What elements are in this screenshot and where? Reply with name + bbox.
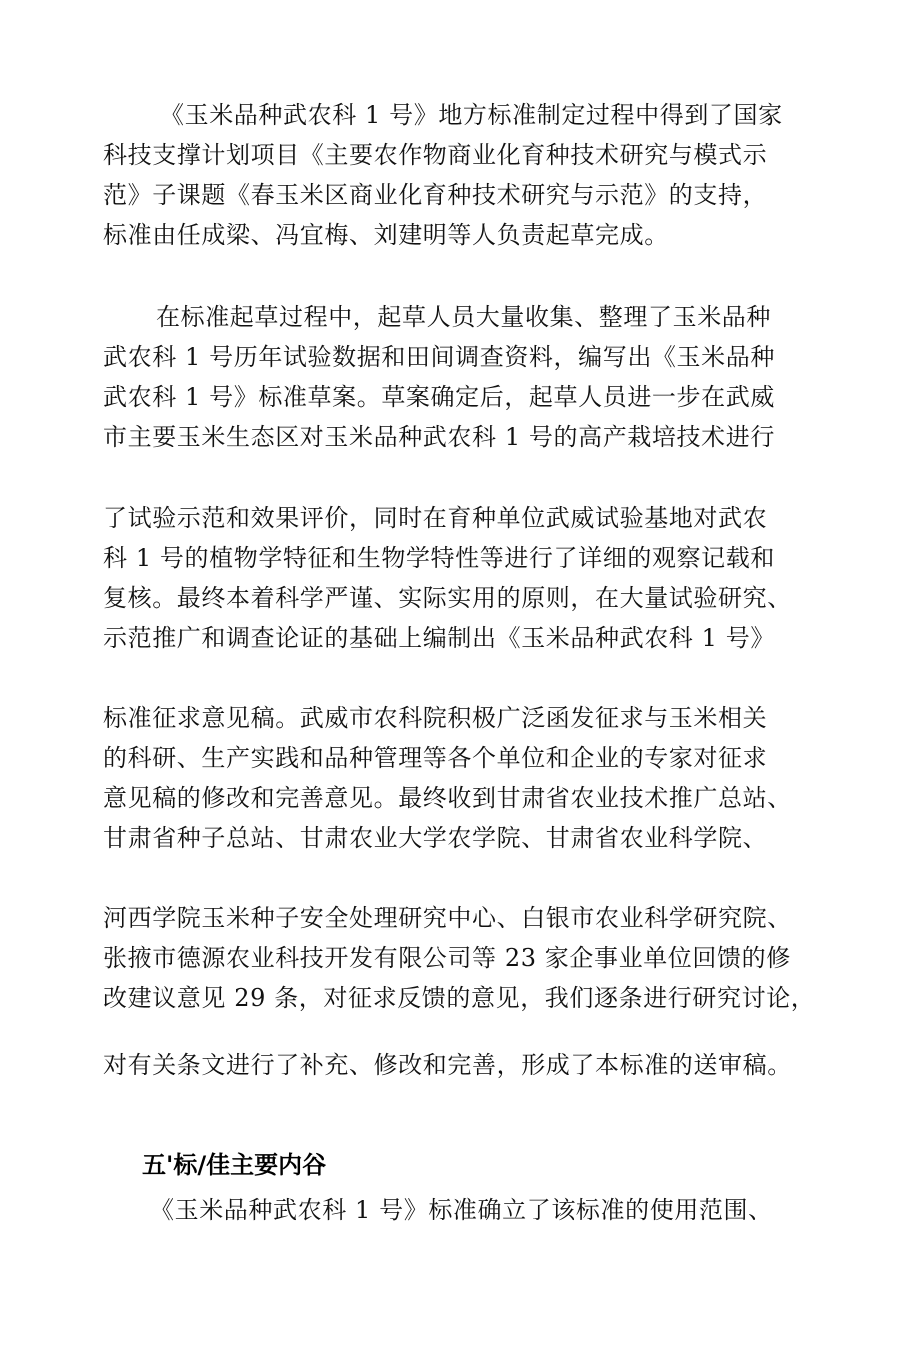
text-line: 意见稿的修改和完善意见。最终收到甘肃省农业技术推广总站、 (103, 784, 792, 812)
text-line: 武农科 1 号历年试验数据和田间调查资料，编写出《玉米品种 (103, 343, 775, 371)
text-line: 标准征求意见稿。武威市农科院积极广泛函发征求与玉米相关 (103, 704, 768, 732)
text-line: 张掖市德源农业科技开发有限公司等 23 家企事业单位回馈的修 (103, 944, 791, 972)
text-line: 甘肃省种子总站、甘肃农业大学农学院、甘肃省农业科学院、 (103, 824, 768, 852)
text-line: 了试验示范和效果评价，同时在育种单位武威试验基地对武农 (103, 504, 768, 532)
text-line: 科 1 号的植物学特征和生物学特性等进行了详细的观察记载和 (103, 544, 775, 572)
text-line: 科技支撑计划项目《主要农作物商业化育种技术研究与模式示 (103, 141, 768, 169)
text-line: 河西学院玉米种子安全处理研究中心、白银市农业科学研究院、 (103, 904, 792, 932)
text-line: 《玉米品种武农科 1 号》地方标准制定过程中得到了国家 (160, 101, 783, 129)
text-line: 范》子课题《春玉米区商业化育种技术研究与示范》的支持， (103, 181, 768, 209)
text-line: 武农科 1 号》标准草案。草案确定后，起草人员进一步在武威 (103, 383, 775, 411)
text-line: 复核。最终本着科学严谨、实际实用的原则，在大量试验研究、 (103, 584, 792, 612)
text-line: 在标准起草过程中，起草人员大量收集、整理了玉米品种 (156, 303, 771, 331)
text-line: 改建议意见 29 条，对征求反馈的意见，我们逐条进行研究讨论， (103, 984, 816, 1012)
text-line: 的科研、生产实践和品种管理等各个单位和企业的专家对征求 (103, 744, 768, 772)
section-heading: 五'标/佳主要内谷 (142, 1151, 327, 1179)
text-line: 示范推广和调查论证的基础上编制出《玉米品种武农科 1 号》 (103, 624, 775, 652)
text-line: 对有关条文进行了补充、修改和完善，形成了本标准的送审稿。 (103, 1051, 792, 1079)
text-line: 市主要玉米生态区对玉米品种武农科 1 号的高产栽培技术进行 (103, 423, 775, 451)
section-paragraph-line: 《玉米品种武农科 1 号》标准确立了该标准的使用范围、 (150, 1196, 773, 1224)
text-line: 标准由任成梁、冯宜梅、刘建明等人负责起草完成。 (103, 221, 669, 249)
